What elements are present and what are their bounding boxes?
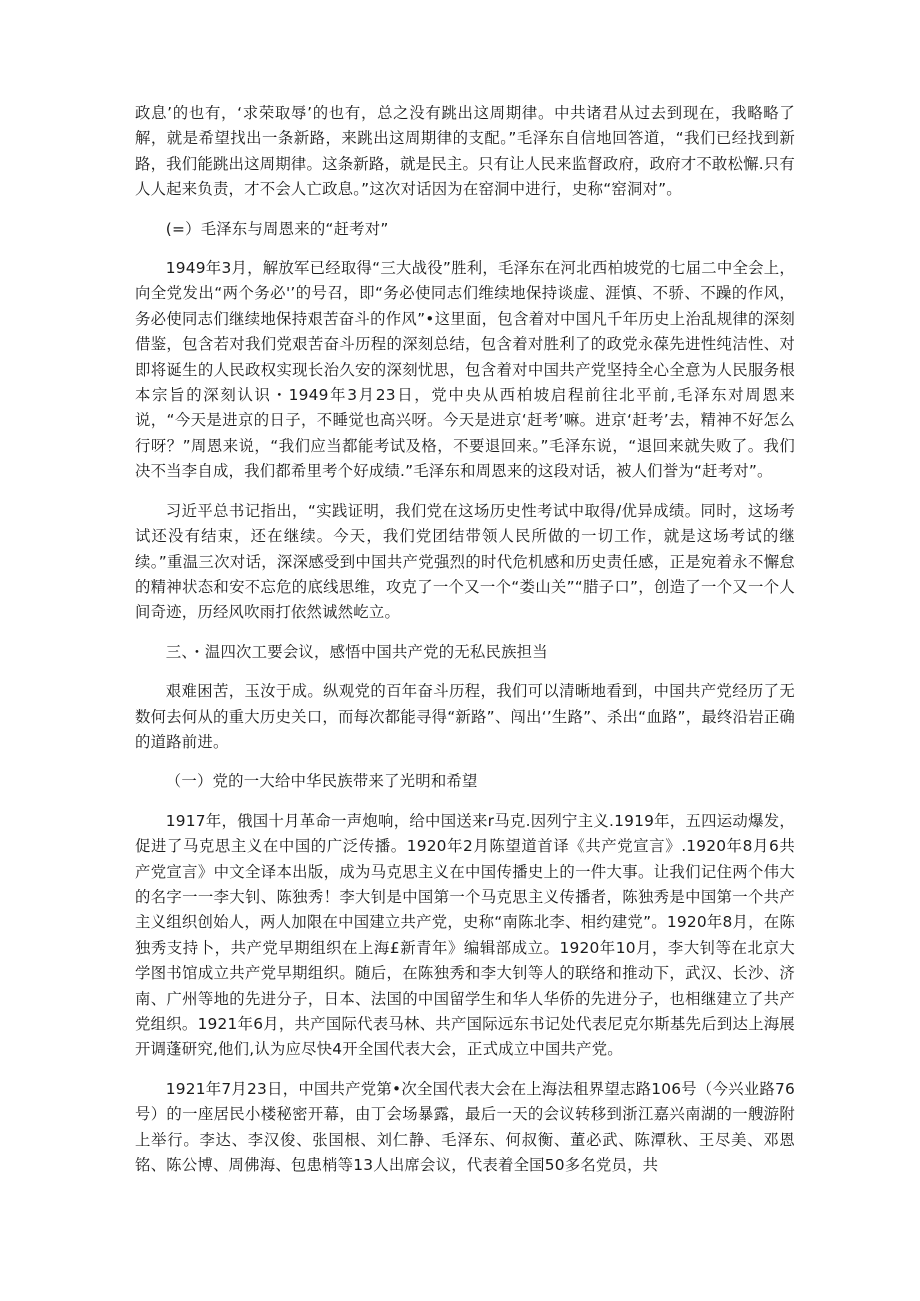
paragraph-gankao-dialogue: 1949年3月，解放军已经取得“三大战役”胜利，毛泽东在河北西柏坡党的七届二中全会上，向全党发出“两个务必'’的号召，即“务必使同志们维续地保持谈虚、涯慎、不骄、不躁的作风，务必使同志们继续地保持艰苦奋斗的作风”•这里面，包含着对中国凡千年历史上治乱规律的深刻借鉴，包含若对我们党艰苦奋斗历程的深刻总结，包含着对胜利了的政党永葆先进性纯洁性、对即将诞生的人民政权实现长治久安的深刻忧思，包含着对中国共产党坚持全心全意为人民服务根本宗旨的深刻认识・1949年3月23日，党中央从西柏坡启程前往北平前,毛泽东对周恩来说，“今天是进京的日子，不睡觉也高兴呀。今天是进京‘赶考’嘛。进京‘赶考’去，精神不好怎么行呀？”周恩来说，“我们应当都能考试及格，不要退回来。”毛泽东说，“退回来就失败了。我们决不当李自成，我们都希里考个好成绩.”毛泽东和周恩来的这段对话，被人们誉为“赶考对”。: [135, 259, 795, 481]
paragraph-yaodong-dialogue-end: 政息’的也有，‘求荣取辱’的也有，总之没有跳出这周期律。中共诸君从过去到现在，我略略了解，就是希望找出一条新路，来跳出这周期律的支配。”毛泽东自信地回答道，“我们已经找到新路，我们能跳出这周期律。这条新路，就是民主。只有让人民来监督政府，政府才不敢松懈.只有人人起来负责，才不会人亡政息。”这次对话因为在窑洞中进行，史称“窑洞对”。: [135, 104, 795, 199]
subsection-heading-first-congress: （一）党的一大给中华民族带来了光明和希望: [165, 772, 478, 791]
paragraph-xi-quote: 习近平总书记指出，“实践证明，我们党在这场历史性考试中取得/优异成绩。同时，这场考试还没有结束，还在继续。今天，我们党团结带领人民所做的一切工作，就是这场考试的继续。”重温三次对话，深深感受到中国共产党强烈的时代危机感和历史责任感，正是宛着永不懈怠的精神状态和安不忘危的底线思维，攻克了一个又一个“娄山关”“腊子口”，创造了一个又一个人间奇迹，历经风吹雨打依然诚然屹立。: [135, 501, 795, 622]
paragraph-hardship-intro: 艰难困苦，玉汝于成。纵观党的百年奋斗历程，我们可以清晰地看到，中国共产党经历了无数何去何从的重大历史关口，而每次都能寻得“新路”、闯出‘’生路”、杀出“血路”，最终沿岩正确的道路前进。: [135, 682, 795, 751]
section-heading-gankao-dialogue: (=）毛泽东与周恩来的“赶考对”: [165, 219, 389, 238]
paragraph-first-congress: 1921年7月23日，中国共产党第•次全国代表大会在上海法租界望志路106号（今兴业路76号）的一座居民小楼秘密开幕，由丁会场暴露，最后一天的会议转移到浙江嘉兴南湖的一艘游附上举行。李达、李汉俊、张国根、刘仁静、毛泽东、何叔衡、董必武、陈潭秋、王尽美、邓恩铭、陈公博、周佛海、包患梢等13人出席会议，代表着全国50多名党员，共: [135, 1079, 795, 1175]
section-heading-four-meetings: 三、・温四次工要会议，感悟中国共产党的无私民族担当: [165, 642, 548, 661]
paragraph-founding-background: 1917年，俄国十月革命一声炮响，给中国送来r马克.因列宁主义.1919年，五四运动爆发，促进了马克思主义在中国的广泛传播。1920年2月陈望道首译《共产党宣言》.1920年8月6共产党宣言》中文全译本出版，成为马克思主义在中国传播史上的一件大事。让我们记住两个伟大的名字一一李大钊、陈独秀！李大钊是中国第一个马克思主义传播者，陈独秀是中国第一个共产主义组织创始人，两人加限在中国建立共产党，史称“南陈北李、相约建党”。1920年8月，在陈独秀支持卜，共产党早期组织在上海£新青年》编辑部成立。1920年10月，李大钊等在北京大学图书馆成立共产党早期组织。随后，在陈独秀和李大钊等人的联络和推动下，武汉、长沙、济南、广州等地的先进分子，日本、法国的中国留学生和华人华侨的先进分子，也相继建立了共产党组织。1921年6月，共产国际代表马林、共产国际远东书记处代表尼克尔斯基先后到达上海展开调蓬研究,他们,认为应尽快4开全国代表大会，正式成立中国共产党。: [135, 811, 795, 1059]
document-body: [135, 101, 795, 1178]
